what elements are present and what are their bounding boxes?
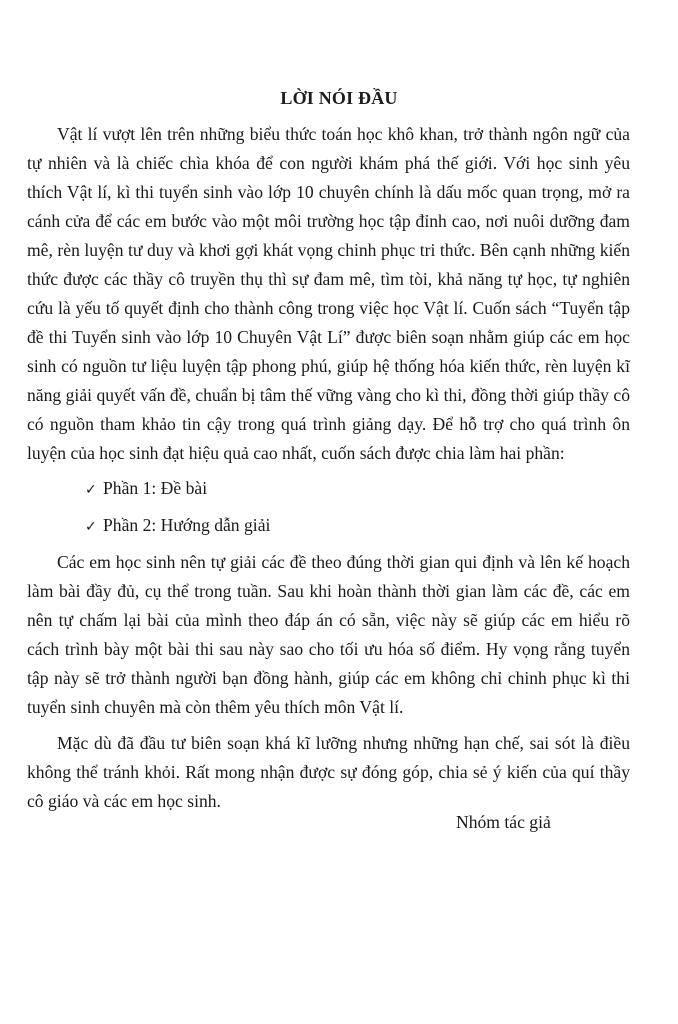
parts-list xyxy=(27,474,630,542)
preface-body xyxy=(27,120,630,816)
paragraph-closing: Mặc dù đã đầu tư biên soạn khá kĩ lưỡng nhưng những hạn chế, sai sót là điều không thể tránh khỏi. Rất mong nhận được sự đóng góp, chia sẻ ý kiến của quí thầy cô giáo và các em học sinh. xyxy=(27,733,630,811)
author-signature: Nhóm tác giả xyxy=(456,812,551,832)
list-item-part-1 xyxy=(27,474,630,505)
list-item-part-2 xyxy=(27,511,630,542)
part-label: Phần 1: Đề bài xyxy=(103,478,208,498)
paragraph-intro: Vật lí vượt lên trên những biểu thức toán học khô khan, trở thành ngôn ngữ của tự nhiên và là chiếc chìa khóa để con người khám phá thế giới. Với học sinh yêu thích Vật lí, kì thi tuyển sinh vào lớp 10 chuyên chính là dấu mốc quan trọng, mở ra cánh cửa để các em bước vào một môi trường học tập đỉnh cao, nơi nuôi dưỡng đam mê, rèn luyện tư duy và khơi gợi khát vọng chinh phục tri thức. Bên cạnh những kiến thức được các thầy cô truyền thụ thì sự đam mê, tìm tòi, khả năng tự học, tự nghiên cứu là yếu tố quyết định cho thành công trong việc học Vật lí. Cuốn sách “Tuyển tập đề thi Tuyển sinh vào lớp 10 Chuyên Vật Lí” được biên soạn nhằm giúp các em học sinh có nguồn tư liệu luyện tập phong phú, giúp hệ thống hóa kiến thức, rèn luyện kĩ năng giải quyết vấn đề, chuẩn bị tâm thế vững vàng cho kì thi, đồng thời giúp thầy cô có nguồn tham khảo tin cậy trong quá trình giảng dạy. Để hỗ trợ cho quá trình ôn luyện của học sinh đạt hiệu quả cao nhất, cuốn sách được chia làm hai phần: xyxy=(27,124,630,463)
page-title: LỜI NÓI ĐẦU xyxy=(280,88,398,108)
part-label: Phần 2: Hướng dẫn giải xyxy=(103,515,271,535)
paragraph-study-advice: Các em học sinh nên tự giải các đề theo đúng thời gian qui định và lên kế hoạch làm bài đầy đủ, cụ thể trong tuần. Sau khi hoàn thành thời gian làm các đề, các em nên tự chấm lại bài của mình theo đáp án có sẵn, việc này sẽ giúp các em hiểu rõ cách trình bày một bài thi sau này sao cho tối ưu hóa số điểm. Hy vọng rằng tuyển tập này sẽ trở thành người bạn đồng hành, giúp các em không chỉ chinh phục kì thi tuyển sinh chuyên mà còn thêm yêu thích môn Vật lí. xyxy=(27,552,630,717)
checkmark-icon: ✓ xyxy=(85,519,97,535)
checkmark-icon: ✓ xyxy=(85,482,97,498)
